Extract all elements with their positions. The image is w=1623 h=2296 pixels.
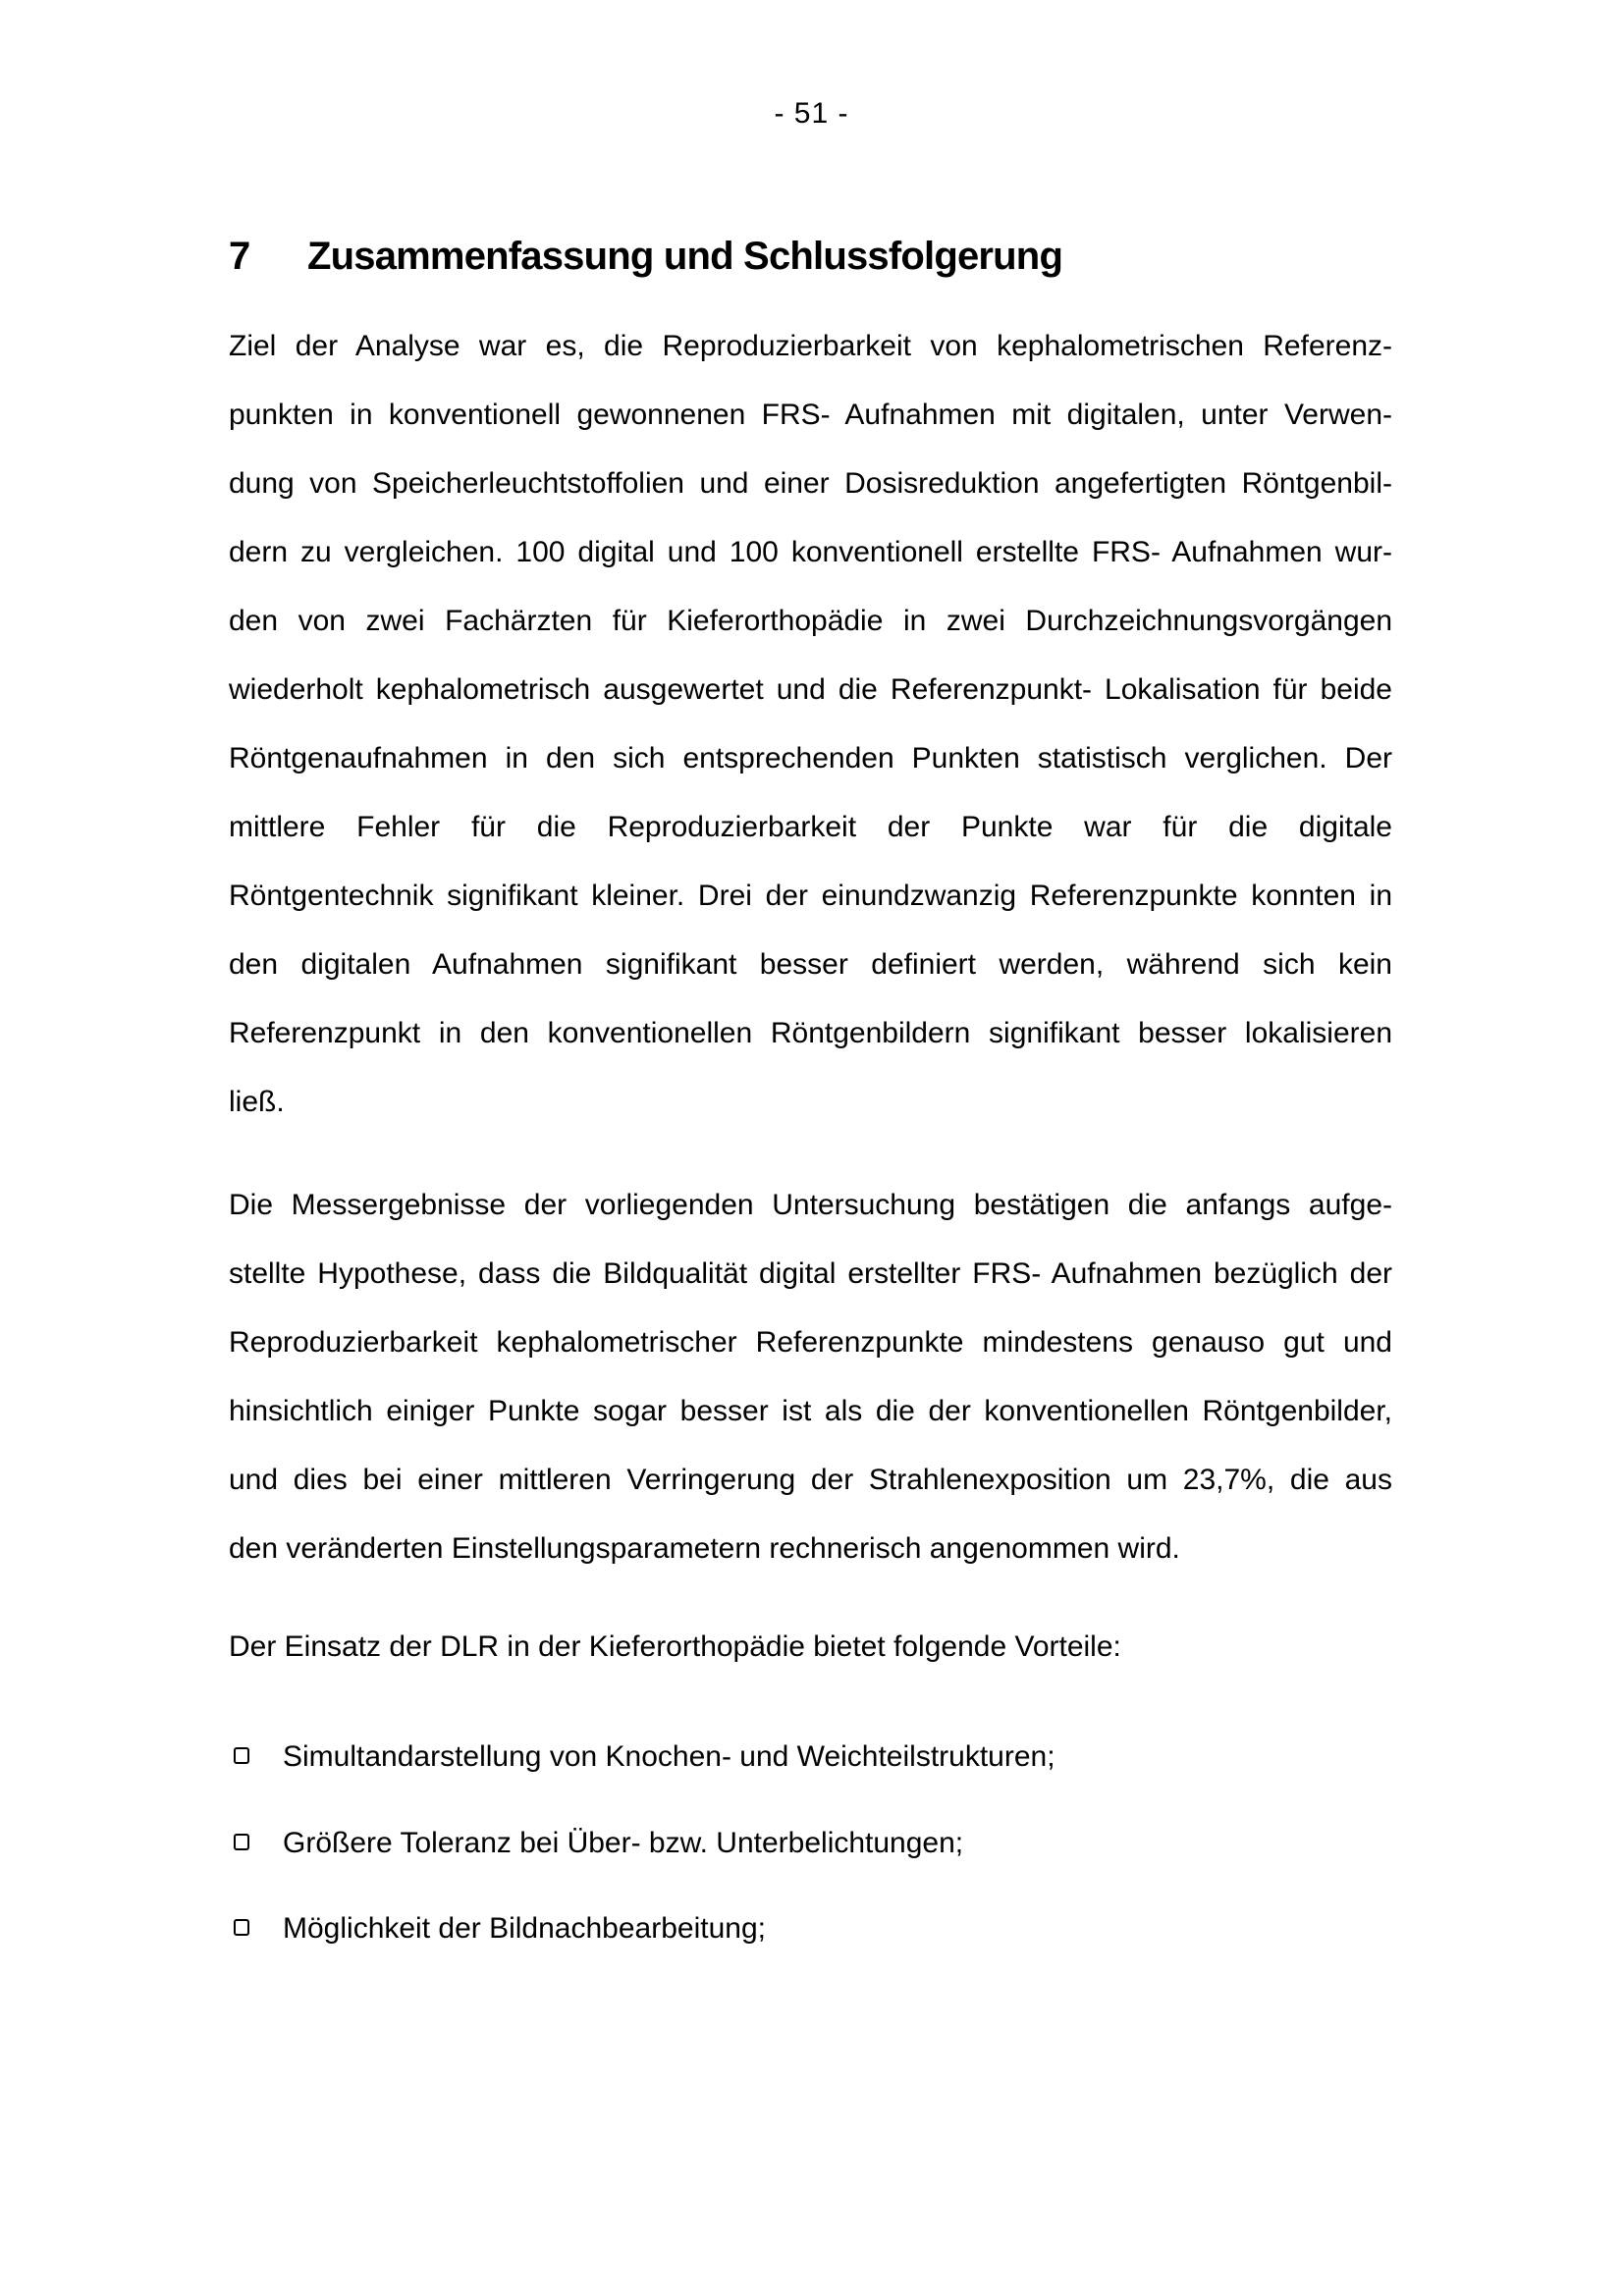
text-line: Röntgenaufnahmen in den sich entsprechenden Punkten statistisch verglichen. Der [229,742,1392,774]
paragraph-2 [229,1171,1392,1583]
bullet-label: Simultandarstellung von Knochen- und Weichteilstrukturen; [283,1740,1055,1773]
text-line: punkten in konventionell gewonnenen FRS- Aufnahmen mit digitalen, unter Verwen- [229,399,1392,431]
text-line: Ziel der Analyse war es, die Reproduzierbarkeit von kephalometrischen Referenz- [229,330,1392,362]
text-line: stellte Hypothese, dass die Bildqualität digital erstellter FRS- Aufnahmen bezüglich der [229,1257,1392,1290]
text-line: den von zwei Fachärzten für Kieferorthopädie in zwei Durchzeichnungsvorgängen [229,605,1392,637]
bullet-item [234,1913,1432,1945]
text-line: Röntgentechnik signifikant kleiner. Drei der einundzwanzig Referenzpunkte konnten in [229,880,1392,912]
text-line: mittlere Fehler für die Reproduzierbarkeit der Punkte war für die digitale [229,811,1392,843]
text-line: dung von Speicherleuchtstoffolien und einer Dosisreduktion angefertigten Röntgenbil- [229,467,1392,500]
text-line: den veränderten Einstellungsparametern rechnerisch angenommen wird. [229,1532,1180,1565]
section-heading [229,235,1456,278]
paragraph-3 [229,1613,1392,1682]
text-line: den digitalen Aufnahmen signifikant besser definiert werden, während sich kein [229,948,1392,981]
text-line: wiederholt kephalometrisch ausgewertet und die Referenzpunkt- Lokalisation für beide [229,673,1392,706]
text-line: und dies bei einer mittleren Verringerung der Strahlenexposition um 23,7%, die aus [229,1464,1392,1496]
text-line: hinsichtlich einiger Punkte sogar besser ist als die der konventionellen Röntgenbilder, [229,1395,1392,1427]
text-line: dern zu vergleichen. 100 digital und 100 konventionell erstellte FRS- Aufnahmen wur- [229,536,1392,568]
square-bullet-icon [234,1834,249,1850]
text-line: Referenzpunkt in den konventionellen Röntgenbildern signifikant besser lokalisieren [229,1017,1392,1049]
square-bullet-icon [234,1747,249,1764]
text-line: Die Messergebnisse der vorliegenden Untersuchung bestätigen die anfangs aufge- [229,1189,1392,1221]
text-line: ließ. [229,1086,285,1118]
section-heading-title: Zusammenfassung und Schlussfolgerung [307,235,1063,278]
section-heading-number: 7 [229,235,250,278]
bullet-label: Größere Toleranz bei Über- bzw. Unterbelichtungen; [283,1827,964,1859]
page-number: - 51 - [774,97,849,130]
text-line: Der Einsatz der DLR in der Kieferorthopädie bietet folgende Vorteile: [229,1630,1121,1663]
bullet-label: Möglichkeit der Bildnachbearbeitung; [283,1912,766,1945]
text-line: Reproduzierbarkeit kephalometrischer Referenzpunkte mindestens genauso gut und [229,1326,1392,1359]
bullet-item [234,1828,1432,1859]
paragraph-1 [229,312,1392,1137]
bullet-item [234,1741,1432,1773]
square-bullet-icon [234,1919,249,1936]
